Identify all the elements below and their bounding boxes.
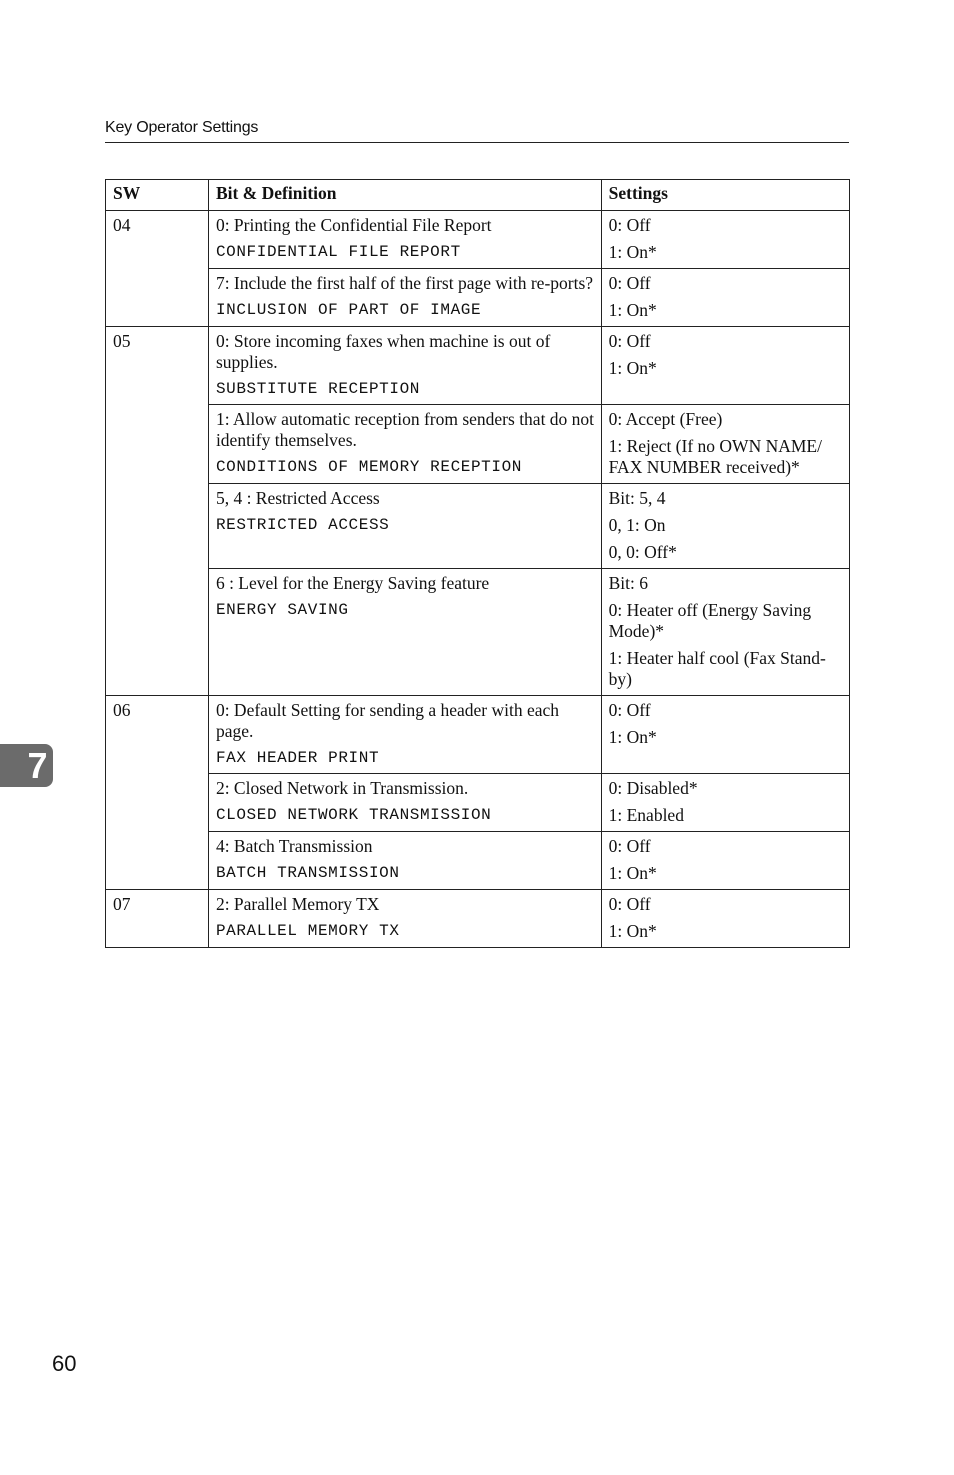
definition-text: 2: Parallel Memory TX (215, 894, 380, 914)
sw-cell: 04 (106, 211, 209, 327)
display-code: FAX HEADER PRINT (215, 749, 380, 767)
setting-value: 0: Off (608, 331, 651, 351)
settings-cell (601, 327, 849, 405)
sw-cell: 06 (106, 696, 209, 890)
settings-cell (601, 696, 849, 774)
display-code: SUBSTITUTE RECEPTION (215, 380, 420, 398)
display-code: ENERGY SAVING (215, 601, 349, 619)
column-header-definition: Bit & Definition (208, 180, 601, 211)
definition-cell (208, 832, 601, 890)
table-row (106, 696, 850, 774)
table-row (106, 327, 850, 405)
setting-value: 1: On* (608, 863, 657, 883)
definition-text: 4: Batch Transmission (215, 836, 373, 856)
setting-value: 0: Heater off (Energy Saving Mode)* (608, 600, 812, 641)
display-code: CONDITIONS OF MEMORY RECEPTION (215, 458, 522, 476)
definition-cell (208, 269, 601, 327)
setting-value: 1: Heater half cool (Fax Stand-by) (608, 648, 826, 689)
definition-cell (208, 211, 601, 269)
definition-text: 1: Allow automatic reception from senders that do not identify themselves. (215, 409, 595, 450)
display-code: RESTRICTED ACCESS (215, 516, 390, 534)
definition-text: 6 : Level for the Energy Saving feature (215, 573, 490, 593)
column-header-sw: SW (106, 180, 209, 211)
setting-value: 1: Reject (If no OWN NAME/ FAX NUMBER received)* (608, 436, 822, 477)
definition-cell (208, 405, 601, 484)
setting-value: 0: Off (608, 700, 651, 720)
definition-text: 7: Include the first half of the first page with re-ports? (215, 273, 594, 293)
settings-cell (601, 890, 849, 948)
page-number: 60 (52, 1351, 77, 1376)
setting-value: 0: Off (608, 836, 651, 856)
display-code: BATCH TRANSMISSION (215, 864, 400, 882)
setting-value: 1: On* (608, 300, 657, 320)
definition-cell (208, 327, 601, 405)
setting-value: 1: On* (608, 242, 657, 262)
setting-value: 0, 1: On (608, 515, 666, 535)
setting-value: 1: On* (608, 727, 657, 747)
display-code: PARALLEL MEMORY TX (215, 922, 400, 940)
column-header-settings: Settings (601, 180, 849, 211)
settings-cell (601, 774, 849, 832)
table-header-row (106, 180, 850, 211)
display-code: CONFIDENTIAL FILE REPORT (215, 243, 461, 261)
sw-cell: 07 (106, 890, 209, 948)
setting-value: 1: On* (608, 358, 657, 378)
table-row (106, 569, 850, 696)
setting-value: 0: Off (608, 273, 651, 293)
setting-value: 0: Accept (Free) (608, 409, 723, 429)
setting-value: 1: On* (608, 921, 657, 941)
definition-cell (208, 774, 601, 832)
table-row (106, 774, 850, 832)
chapter-tab: 7 (0, 744, 53, 787)
display-code: CLOSED NETWORK TRANSMISSION (215, 806, 492, 824)
definition-cell (208, 890, 601, 948)
settings-cell (601, 211, 849, 269)
setting-value: 0: Disabled* (608, 778, 698, 798)
display-code: INCLUSION OF PART OF IMAGE (215, 301, 482, 319)
header-rule (105, 142, 849, 143)
setting-value: 0, 0: Off* (608, 542, 677, 562)
sw-cell: 05 (106, 327, 209, 696)
definition-text: 5, 4 : Restricted Access (215, 488, 380, 508)
settings-cell (601, 484, 849, 569)
definition-text: 0: Store incoming faxes when machine is out of supplies. (215, 331, 551, 372)
settings-cell (601, 269, 849, 327)
settings-cell (601, 832, 849, 890)
settings-cell (601, 405, 849, 484)
table-row (106, 832, 850, 890)
setting-value: 1: Enabled (608, 805, 684, 825)
table-row (106, 484, 850, 569)
definition-cell (208, 696, 601, 774)
definition-cell (208, 569, 601, 696)
definition-text: 0: Default Setting for sending a header with each page. (215, 700, 560, 741)
settings-cell (601, 569, 849, 696)
switch-settings-table (105, 179, 850, 948)
setting-value: Bit: 6 (608, 573, 649, 593)
table-row (106, 890, 850, 948)
setting-value: 0: Off (608, 894, 651, 914)
table-row (106, 211, 850, 269)
setting-value: 0: Off (608, 215, 651, 235)
definition-text: 0: Printing the Confidential File Report (215, 215, 492, 235)
running-head: Key Operator Settings (105, 119, 259, 136)
setting-value: Bit: 5, 4 (608, 488, 666, 508)
definition-cell (208, 484, 601, 569)
table-row (106, 269, 850, 327)
table-row (106, 405, 850, 484)
definition-text: 2: Closed Network in Transmission. (215, 778, 469, 798)
